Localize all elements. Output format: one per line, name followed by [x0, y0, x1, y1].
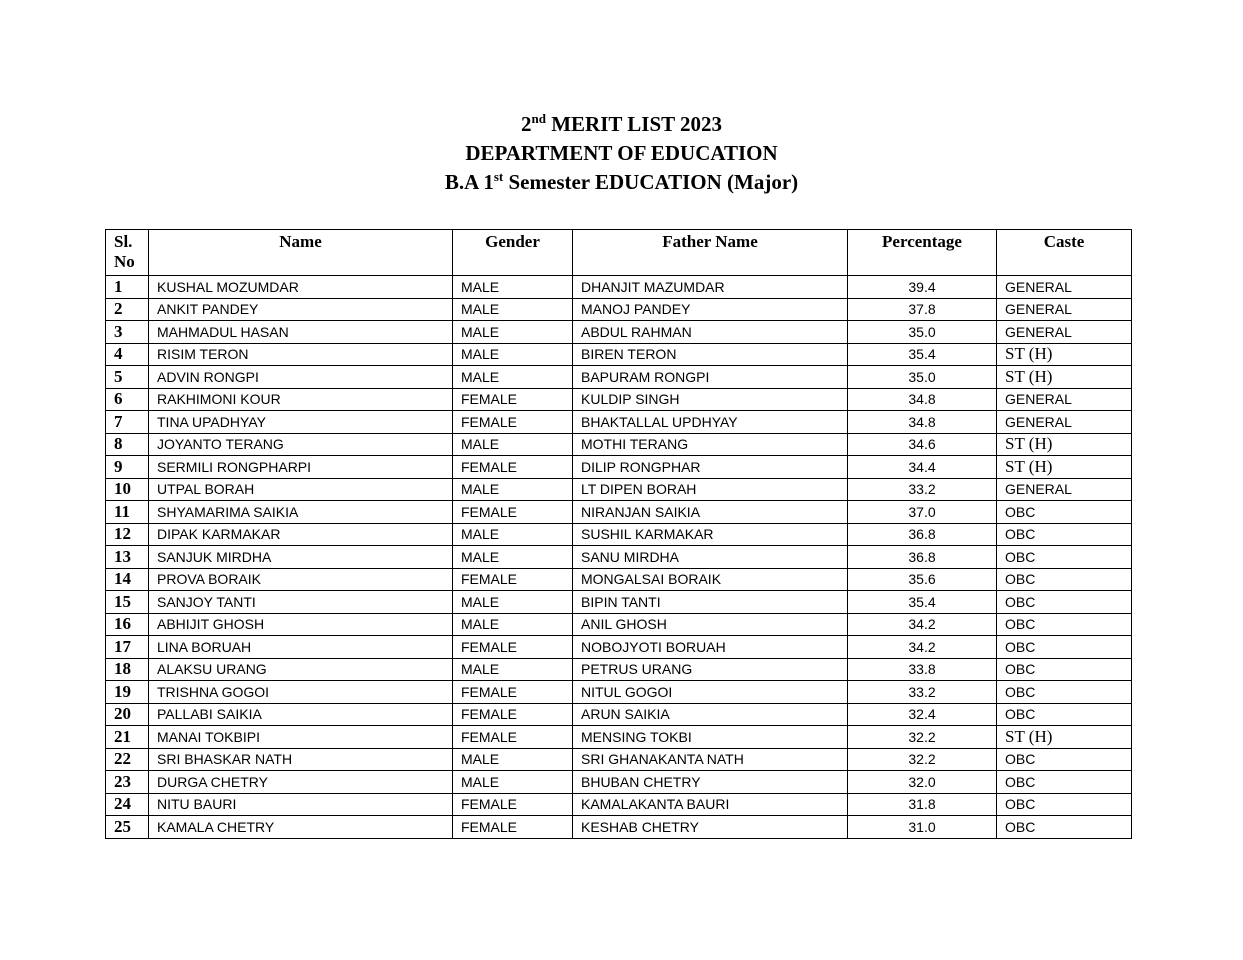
cell-name: UTPAL BORAH: [149, 478, 453, 501]
cell-father-name: SRI GHANAKANTA NATH: [573, 748, 848, 771]
header-father-name: Father Name: [573, 230, 848, 276]
cell-gender: FEMALE: [453, 388, 573, 411]
cell-father-name: KULDIP SINGH: [573, 388, 848, 411]
cell-caste: GENERAL: [997, 276, 1132, 299]
cell-name: JOYANTO TERANG: [149, 433, 453, 456]
cell-name: RISIM TERON: [149, 343, 453, 366]
cell-sl-no: 20: [106, 703, 149, 726]
cell-sl-no: 19: [106, 681, 149, 704]
cell-father-name: ANIL GHOSH: [573, 613, 848, 636]
table-row: [106, 771, 1132, 794]
cell-father-name: MANOJ PANDEY: [573, 298, 848, 321]
cell-name: KAMALA CHETRY: [149, 816, 453, 839]
table-row: [106, 478, 1132, 501]
table-row: [106, 703, 1132, 726]
cell-name: ABHIJIT GHOSH: [149, 613, 453, 636]
cell-father-name: PETRUS URANG: [573, 658, 848, 681]
cell-father-name: MENSING TOKBI: [573, 726, 848, 749]
cell-name: SANJOY TANTI: [149, 591, 453, 614]
table-row: [106, 343, 1132, 366]
cell-sl-no: 14: [106, 568, 149, 591]
cell-caste: OBC: [997, 681, 1132, 704]
cell-percentage: 39.4: [848, 276, 997, 299]
cell-sl-no: 22: [106, 748, 149, 771]
cell-caste: OBC: [997, 771, 1132, 794]
cell-caste: OBC: [997, 523, 1132, 546]
cell-father-name: DILIP RONGPHAR: [573, 456, 848, 479]
cell-caste: OBC: [997, 591, 1132, 614]
cell-name: PALLABI SAIKIA: [149, 703, 453, 726]
cell-sl-no: 18: [106, 658, 149, 681]
table-row: [106, 613, 1132, 636]
cell-percentage: 36.8: [848, 546, 997, 569]
cell-name: PROVA BORAIK: [149, 568, 453, 591]
cell-percentage: 34.4: [848, 456, 997, 479]
cell-percentage: 36.8: [848, 523, 997, 546]
cell-gender: MALE: [453, 478, 573, 501]
cell-sl-no: 13: [106, 546, 149, 569]
cell-gender: FEMALE: [453, 568, 573, 591]
cell-father-name: NITUL GOGOI: [573, 681, 848, 704]
cell-father-name: SANU MIRDHA: [573, 546, 848, 569]
header-sl-no: Sl. No: [106, 230, 149, 276]
table-row: [106, 748, 1132, 771]
course-title: [0, 168, 1243, 197]
cell-gender: FEMALE: [453, 411, 573, 434]
cell-sl-no: 6: [106, 388, 149, 411]
cell-father-name: DHANJIT MAZUMDAR: [573, 276, 848, 299]
cell-gender: MALE: [453, 298, 573, 321]
header-caste: Caste: [997, 230, 1132, 276]
cell-father-name: KESHAB CHETRY: [573, 816, 848, 839]
cell-sl-no: 7: [106, 411, 149, 434]
cell-sl-no: 17: [106, 636, 149, 659]
cell-percentage: 31.8: [848, 793, 997, 816]
table-row: [106, 793, 1132, 816]
cell-caste: ST (H): [997, 366, 1132, 389]
table-row: [106, 298, 1132, 321]
cell-name: ALAKSU URANG: [149, 658, 453, 681]
cell-percentage: 32.0: [848, 771, 997, 794]
cell-name: KUSHAL MOZUMDAR: [149, 276, 453, 299]
cell-father-name: BIPIN TANTI: [573, 591, 848, 614]
cell-caste: OBC: [997, 636, 1132, 659]
cell-percentage: 37.0: [848, 501, 997, 524]
cell-father-name: ARUN SAIKIA: [573, 703, 848, 726]
course-text: Semester EDUCATION (Major): [503, 170, 799, 194]
title-text: MERIT LIST 2023: [545, 112, 722, 136]
cell-name: NITU BAURI: [149, 793, 453, 816]
cell-sl-no: 10: [106, 478, 149, 501]
table-row: [106, 501, 1132, 524]
cell-sl-no: 25: [106, 816, 149, 839]
cell-percentage: 33.8: [848, 658, 997, 681]
cell-gender: FEMALE: [453, 456, 573, 479]
table-row: [106, 433, 1132, 456]
cell-percentage: 34.8: [848, 411, 997, 434]
cell-father-name: ABDUL RAHMAN: [573, 321, 848, 344]
cell-name: LINA BORUAH: [149, 636, 453, 659]
cell-father-name: MONGALSAI BORAIK: [573, 568, 848, 591]
cell-father-name: MOTHI TERANG: [573, 433, 848, 456]
cell-caste: OBC: [997, 816, 1132, 839]
cell-caste: ST (H): [997, 726, 1132, 749]
cell-gender: MALE: [453, 613, 573, 636]
department-title: DEPARTMENT OF EDUCATION: [465, 141, 778, 165]
cell-name: TINA UPADHYAY: [149, 411, 453, 434]
cell-caste: OBC: [997, 568, 1132, 591]
cell-percentage: 34.6: [848, 433, 997, 456]
cell-percentage: 34.2: [848, 613, 997, 636]
cell-name: RAKHIMONI KOUR: [149, 388, 453, 411]
cell-caste: ST (H): [997, 456, 1132, 479]
cell-gender: FEMALE: [453, 681, 573, 704]
cell-caste: OBC: [997, 613, 1132, 636]
cell-gender: MALE: [453, 748, 573, 771]
cell-sl-no: 3: [106, 321, 149, 344]
header-name: Name: [149, 230, 453, 276]
cell-sl-no: 16: [106, 613, 149, 636]
table-row: [106, 411, 1132, 434]
document-header: [0, 110, 1243, 197]
table-row: [106, 546, 1132, 569]
cell-caste: GENERAL: [997, 478, 1132, 501]
cell-father-name: BHAKTALLAL UPDHYAY: [573, 411, 848, 434]
cell-name: SRI BHASKAR NATH: [149, 748, 453, 771]
cell-caste: OBC: [997, 658, 1132, 681]
table-row: [106, 456, 1132, 479]
cell-name: SERMILI RONGPHARPI: [149, 456, 453, 479]
cell-gender: MALE: [453, 276, 573, 299]
header-gender: Gender: [453, 230, 573, 276]
merit-list-table: [105, 229, 1132, 839]
cell-father-name: BHUBAN CHETRY: [573, 771, 848, 794]
course-ordinal-suffix: st: [493, 169, 504, 184]
cell-gender: FEMALE: [453, 501, 573, 524]
cell-sl-no: 1: [106, 276, 149, 299]
cell-sl-no: 4: [106, 343, 149, 366]
cell-name: DIPAK KARMAKAR: [149, 523, 453, 546]
cell-caste: OBC: [997, 703, 1132, 726]
cell-gender: MALE: [453, 343, 573, 366]
cell-father-name: LT DIPEN BORAH: [573, 478, 848, 501]
cell-caste: OBC: [997, 793, 1132, 816]
cell-percentage: 35.0: [848, 366, 997, 389]
cell-percentage: 35.4: [848, 591, 997, 614]
cell-sl-no: 15: [106, 591, 149, 614]
table-row: [106, 816, 1132, 839]
cell-father-name: NIRANJAN SAIKIA: [573, 501, 848, 524]
cell-father-name: KAMALAKANTA BAURI: [573, 793, 848, 816]
cell-caste: OBC: [997, 501, 1132, 524]
cell-gender: FEMALE: [453, 793, 573, 816]
table-row: [106, 568, 1132, 591]
cell-gender: MALE: [453, 771, 573, 794]
cell-percentage: 32.4: [848, 703, 997, 726]
title-ordinal-suffix: nd: [531, 111, 546, 126]
cell-percentage: 31.0: [848, 816, 997, 839]
cell-gender: MALE: [453, 546, 573, 569]
cell-percentage: 33.2: [848, 681, 997, 704]
cell-gender: MALE: [453, 321, 573, 344]
cell-gender: MALE: [453, 658, 573, 681]
title-number: 2: [521, 112, 532, 136]
cell-name: TRISHNA GOGOI: [149, 681, 453, 704]
cell-gender: MALE: [453, 591, 573, 614]
cell-percentage: 33.2: [848, 478, 997, 501]
cell-sl-no: 24: [106, 793, 149, 816]
cell-percentage: 34.8: [848, 388, 997, 411]
cell-sl-no: 9: [106, 456, 149, 479]
cell-percentage: 32.2: [848, 726, 997, 749]
table-row: [106, 658, 1132, 681]
cell-sl-no: 21: [106, 726, 149, 749]
cell-gender: FEMALE: [453, 816, 573, 839]
cell-percentage: 32.2: [848, 748, 997, 771]
cell-caste: GENERAL: [997, 321, 1132, 344]
cell-name: MAHMADUL HASAN: [149, 321, 453, 344]
cell-father-name: BAPURAM RONGPI: [573, 366, 848, 389]
cell-name: MANAI TOKBIPI: [149, 726, 453, 749]
cell-sl-no: 2: [106, 298, 149, 321]
cell-caste: ST (H): [997, 433, 1132, 456]
cell-percentage: 35.4: [848, 343, 997, 366]
header-percentage: Percentage: [848, 230, 997, 276]
cell-caste: OBC: [997, 546, 1132, 569]
cell-sl-no: 12: [106, 523, 149, 546]
table-row: [106, 726, 1132, 749]
table-header-row: [106, 230, 1132, 276]
course-prefix: B.A 1: [444, 170, 494, 194]
cell-sl-no: 8: [106, 433, 149, 456]
cell-percentage: 35.6: [848, 568, 997, 591]
cell-sl-no: 5: [106, 366, 149, 389]
cell-name: DURGA CHETRY: [149, 771, 453, 794]
cell-caste: GENERAL: [997, 298, 1132, 321]
cell-caste: GENERAL: [997, 388, 1132, 411]
cell-sl-no: 11: [106, 501, 149, 524]
cell-percentage: 35.0: [848, 321, 997, 344]
cell-caste: ST (H): [997, 343, 1132, 366]
table-row: [106, 321, 1132, 344]
cell-caste: GENERAL: [997, 411, 1132, 434]
table-row: [106, 523, 1132, 546]
cell-name: SANJUK MIRDHA: [149, 546, 453, 569]
cell-father-name: NOBOJYOTI BORUAH: [573, 636, 848, 659]
table-row: [106, 276, 1132, 299]
cell-father-name: BIREN TERON: [573, 343, 848, 366]
cell-name: ADVIN RONGPI: [149, 366, 453, 389]
table-row: [106, 681, 1132, 704]
cell-gender: FEMALE: [453, 636, 573, 659]
cell-sl-no: 23: [106, 771, 149, 794]
cell-gender: FEMALE: [453, 703, 573, 726]
cell-caste: OBC: [997, 748, 1132, 771]
table-row: [106, 636, 1132, 659]
cell-percentage: 37.8: [848, 298, 997, 321]
merit-list-title: [0, 110, 1243, 139]
cell-father-name: SUSHIL KARMAKAR: [573, 523, 848, 546]
table-row: [106, 591, 1132, 614]
table-row: [106, 388, 1132, 411]
cell-gender: MALE: [453, 433, 573, 456]
cell-name: ANKIT PANDEY: [149, 298, 453, 321]
cell-gender: MALE: [453, 523, 573, 546]
cell-name: SHYAMARIMA SAIKIA: [149, 501, 453, 524]
table-row: [106, 366, 1132, 389]
cell-percentage: 34.2: [848, 636, 997, 659]
cell-gender: MALE: [453, 366, 573, 389]
cell-gender: FEMALE: [453, 726, 573, 749]
